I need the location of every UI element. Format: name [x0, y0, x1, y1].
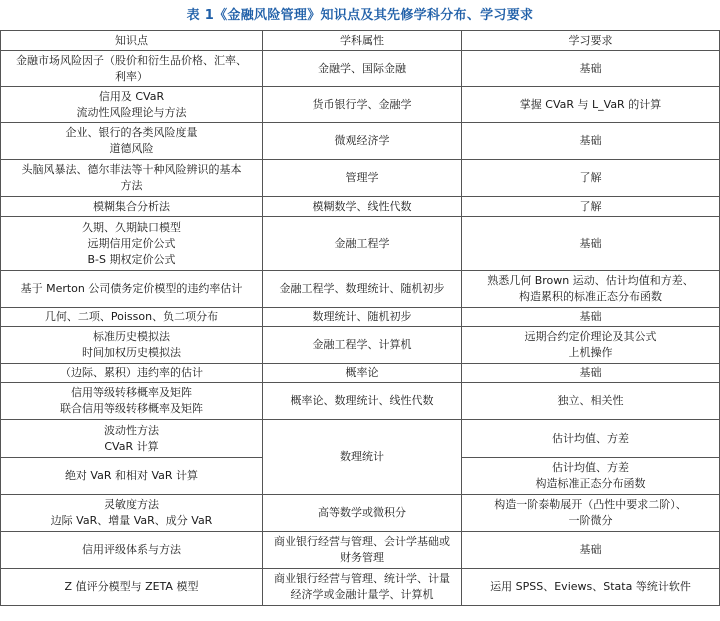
table-row	[1, 364, 720, 383]
subject-attribute-cell: 概率论、数理统计、线性代数	[263, 383, 462, 420]
table-row	[1, 51, 720, 87]
learning-requirement-cell: 远期合约定价理论及其公式 上机操作	[462, 327, 720, 364]
knowledge-point-cell: 企业、银行的各类风险度量 道德风险	[1, 123, 263, 160]
knowledge-point-cell: 基于 Merton 公司债务定价模型的违约率估计	[1, 271, 263, 308]
learning-requirement-cell: 基础	[462, 364, 720, 383]
table-header-row	[1, 31, 720, 51]
subject-attribute-cell: 模糊数学、线性代数	[263, 197, 462, 217]
learning-requirement-cell: 了解	[462, 197, 720, 217]
learning-requirement-cell: 估计均值、方差	[462, 420, 720, 458]
knowledge-point-cell: 绝对 VaR 和相对 VaR 计算	[1, 458, 263, 495]
learning-requirement-cell: 构造一阶泰勒展开（凸性中要求二阶）、 一阶微分	[462, 495, 720, 532]
learning-requirement-cell: 基础	[462, 51, 720, 87]
knowledge-table	[0, 30, 720, 606]
knowledge-point-cell: 头脑风暴法、德尔菲法等十种风险辨识的基本 方法	[1, 160, 263, 197]
subject-attribute-cell: 商业银行经营与管理、会计学基础或 财务管理	[263, 532, 462, 569]
knowledge-point-cell: 金融市场风险因子（股价和衍生品价格、汇率、 利率）	[1, 51, 263, 87]
knowledge-point-cell: Z 值评分模型与 ZETA 模型	[1, 569, 263, 606]
learning-requirement-cell: 了解	[462, 160, 720, 197]
learning-requirement-cell: 熟悉几何 Brown 运动、估计均值和方差、 构造累积的标准正态分布函数	[462, 271, 720, 308]
table-row	[1, 217, 720, 271]
table-row	[1, 160, 720, 197]
learning-requirement-cell: 基础	[462, 308, 720, 327]
table-row	[1, 569, 720, 606]
learning-requirement-cell: 基础	[462, 217, 720, 271]
header-subject-attribute: 学科属性	[263, 31, 462, 51]
knowledge-point-cell: （边际、累积）违约率的估计	[1, 364, 263, 383]
learning-requirement-cell: 掌握 CVaR 与 L_VaR 的计算	[462, 87, 720, 123]
table-row	[1, 308, 720, 327]
subject-attribute-cell: 数理统计、随机初步	[263, 308, 462, 327]
learning-requirement-cell: 独立、相关性	[462, 383, 720, 420]
subject-attribute-cell: 管理学	[263, 160, 462, 197]
learning-requirement-cell: 基础	[462, 532, 720, 569]
subject-attribute-cell: 金融工程学	[263, 217, 462, 271]
knowledge-point-cell: 信用评级体系与方法	[1, 532, 263, 569]
subject-attribute-cell: 金融学、国际金融	[263, 51, 462, 87]
knowledge-point-cell: 信用及 CVaR 流动性风险理论与方法	[1, 87, 263, 123]
subject-attribute-cell: 概率论	[263, 364, 462, 383]
subject-attribute-cell: 数理统计	[263, 420, 462, 495]
table-row	[1, 197, 720, 217]
header-knowledge-point: 知识点	[1, 31, 263, 51]
knowledge-point-cell: 灵敏度方法 边际 VaR、增量 VaR、成分 VaR	[1, 495, 263, 532]
subject-attribute-cell: 金融工程学、计算机	[263, 327, 462, 364]
header-learning-requirement: 学习要求	[462, 31, 720, 51]
table-row	[1, 271, 720, 308]
knowledge-point-cell: 信用等级转移概率及矩阵 联合信用等级转移概率及矩阵	[1, 383, 263, 420]
knowledge-point-cell: 标准历史模拟法 时间加权历史模拟法	[1, 327, 263, 364]
table-row	[1, 123, 720, 160]
knowledge-point-cell: 模糊集合分析法	[1, 197, 263, 217]
subject-attribute-cell: 金融工程学、数理统计、随机初步	[263, 271, 462, 308]
table-row	[1, 383, 720, 420]
knowledge-point-cell: 久期、久期缺口模型 远期信用定价公式 B-S 期权定价公式	[1, 217, 263, 271]
learning-requirement-cell: 估计均值、方差 构造标准正态分布函数	[462, 458, 720, 495]
table-caption: 表 1《金融风险管理》知识点及其先修学科分布、学习要求	[186, 8, 534, 23]
table-row	[1, 420, 720, 458]
table-row	[1, 87, 720, 123]
subject-attribute-cell: 高等数学或微积分	[263, 495, 462, 532]
knowledge-point-cell: 几何、二项、Poisson、负二项分布	[1, 308, 263, 327]
table-row	[1, 327, 720, 364]
learning-requirement-cell: 运用 SPSS、Eviews、Stata 等统计软件	[462, 569, 720, 606]
subject-attribute-cell: 货币银行学、金融学	[263, 87, 462, 123]
table-row	[1, 495, 720, 532]
table-row	[1, 532, 720, 569]
knowledge-point-cell: 波动性方法 CVaR 计算	[1, 420, 263, 458]
learning-requirement-cell: 基础	[462, 123, 720, 160]
subject-attribute-cell: 微观经济学	[263, 123, 462, 160]
subject-attribute-cell: 商业银行经营与管理、统计学、计量 经济学或金融计量学、计算机	[263, 569, 462, 606]
